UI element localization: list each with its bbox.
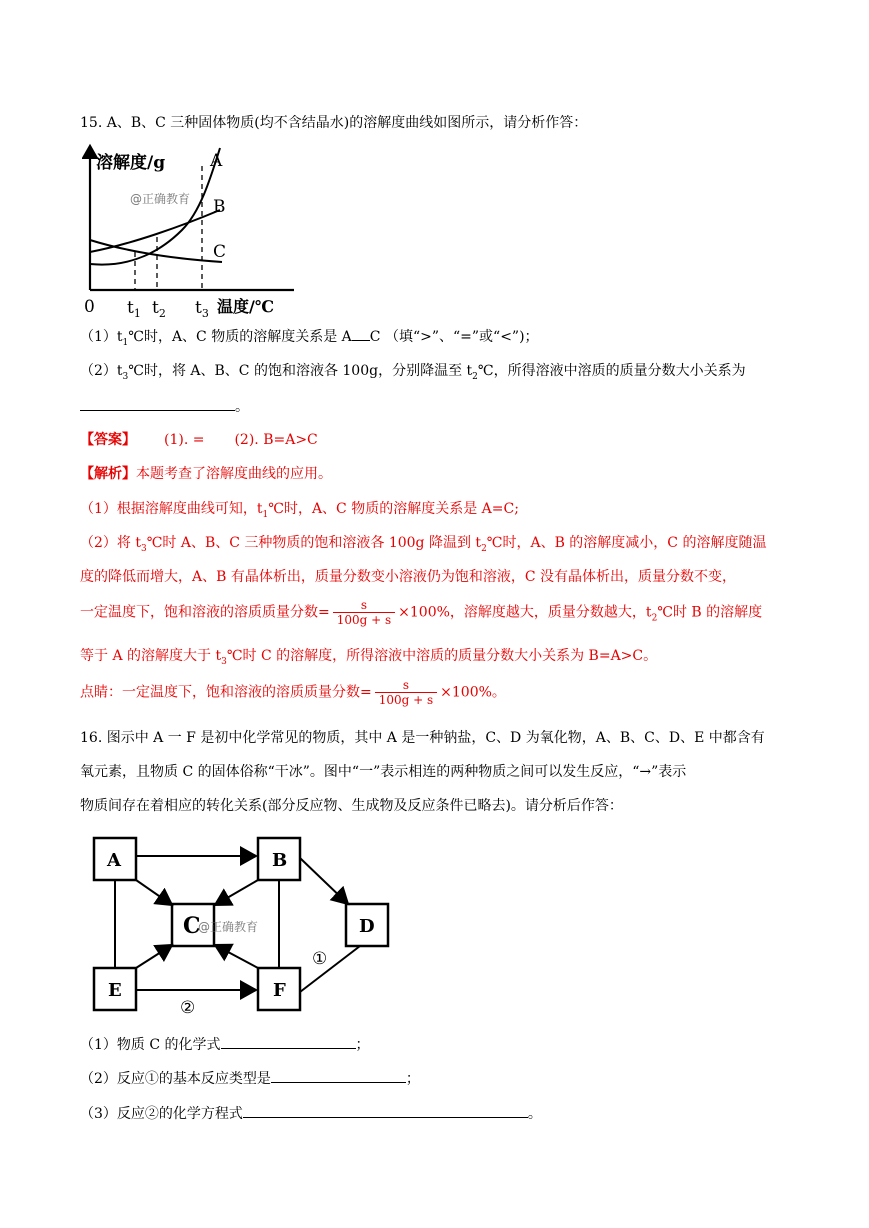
line-f-d	[300, 946, 360, 992]
reaction-diagram	[90, 832, 400, 1022]
q15-sub1: $(1)t_1℃$时，A、C 物质的溶解度关系是 A C （填“>”、“=”或“<”)；	[80, 326, 539, 353]
q16-stem-2: 氧元素，且物质 C 的固体俗称“干冰”。图中“一”表示相连的两种物质之间可以发生反应，“→”表示	[80, 764, 687, 780]
watermark: @正确教育	[198, 920, 259, 934]
q16-stem-3: 物质间存在着相应的转化关系(部分反应物、生成物及反应条件已略去)。请分析后作答：	[80, 798, 623, 814]
q16-sub1-blank[interactable]	[221, 1034, 356, 1049]
q16-stem-1: 16. 图示中 A 一 F 是初中化学常见的物质，其中 A 是一种钠盐，C、D 为氧化物，A、B、C、D、E 中都含有	[80, 730, 765, 746]
explanation-5: 等于 A 的溶解度大于 $t_3℃$时 C 的溶解度，所得溶液中溶质的质量分数大小关系为 B=A>C。	[80, 648, 658, 667]
t3-label: $t_3$	[195, 298, 209, 320]
explanation-1: （1）根据溶解度曲线可知，$t_1℃$时，A、C 物质的溶解度关系是 A=C;	[80, 501, 519, 520]
label-d: D	[359, 916, 375, 937]
arrow-b-d	[300, 858, 348, 904]
watermark: @正确教育	[130, 192, 191, 206]
arrow-e-c	[136, 945, 172, 968]
curve-a-label: A	[210, 151, 223, 171]
explanation-2: （2）将 $t_3℃$时 A、B、C 三种物质的饱和溶液各 100g 降温到 $t_2℃$时，A、B 的溶解度减小，C 的溶解度随温	[80, 535, 767, 554]
explanation-4: 一定温度下，饱和溶液的溶质质量分数= $\frac{s}{100g + s}$ ×100%，溶解度越大，质量分数越大，$t_2℃$时 B 的溶解度	[80, 598, 763, 627]
x-axis-label: 温度/℃	[217, 297, 275, 316]
curve-c-label: C	[213, 242, 227, 262]
t2-label: $t_2$	[152, 298, 166, 320]
origin-label: 0	[84, 297, 95, 317]
label-b: B	[272, 850, 288, 871]
q15-stem: 15. A、B、C 三种固体物质(均不含结晶水)的溶解度曲线如图所示，请分析作答：	[80, 115, 588, 131]
label-f: F	[273, 980, 286, 1001]
label-a: A	[107, 850, 121, 871]
q15-sub2: $(2)t_3℃$时，将 A、B、C 的饱和溶液各 100g，分别降温至 $t_2℃$，所得溶液中溶质的质量分数大小关系为	[80, 363, 746, 382]
reaction-2-label: ②	[180, 998, 196, 1018]
analysis-tag: 【解析】	[80, 466, 136, 482]
label-e: E	[108, 980, 122, 1001]
explanation-3: 度的降低而增大，A、B 有晶体析出，质量分数变小溶液仍为饱和溶液，C 没有晶体析出，质量分数不变，	[80, 569, 737, 585]
q16-sub1: （1）物质 C 的化学式 ；	[80, 1034, 370, 1055]
answer-tag: 【答案】	[80, 432, 136, 448]
q15-sub2-blank[interactable]	[80, 396, 235, 411]
y-axis-label: 溶解度/g	[96, 153, 166, 173]
fraction: $\frac{s}{100g + s}$	[333, 598, 395, 627]
q15-sub1-blank[interactable]	[352, 326, 370, 341]
curve-b-label: B	[213, 197, 226, 217]
fraction: $\frac{s}{100g + s}$	[375, 678, 437, 707]
q16-sub3: （3）反应②的化学方程式 。	[80, 1103, 542, 1124]
tip-line: 点睛：一定温度下，饱和溶液的溶质质量分数= $\frac{s}{100g + s}$ ×100%。	[80, 678, 506, 707]
q15-sub2-line: 。	[80, 396, 249, 417]
q16-sub2: （2）反应①的基本反应类型是 ；	[80, 1068, 420, 1089]
arrow-f-c	[215, 945, 258, 968]
solubility-graph	[82, 140, 302, 325]
arrow-b-c	[215, 880, 258, 905]
arrow-a-c	[136, 880, 172, 905]
reaction-1-label: ①	[312, 949, 328, 969]
answer-line: 【答案】 (1). = (2). B=A>C	[80, 432, 318, 448]
q16-sub2-blank[interactable]	[271, 1068, 406, 1083]
q16-sub3-blank[interactable]	[243, 1103, 528, 1118]
analysis-line: 【解析】本题考查了溶解度曲线的应用。	[80, 466, 332, 482]
label-c: C	[183, 913, 201, 939]
t1-label: $t_1$	[127, 298, 141, 320]
